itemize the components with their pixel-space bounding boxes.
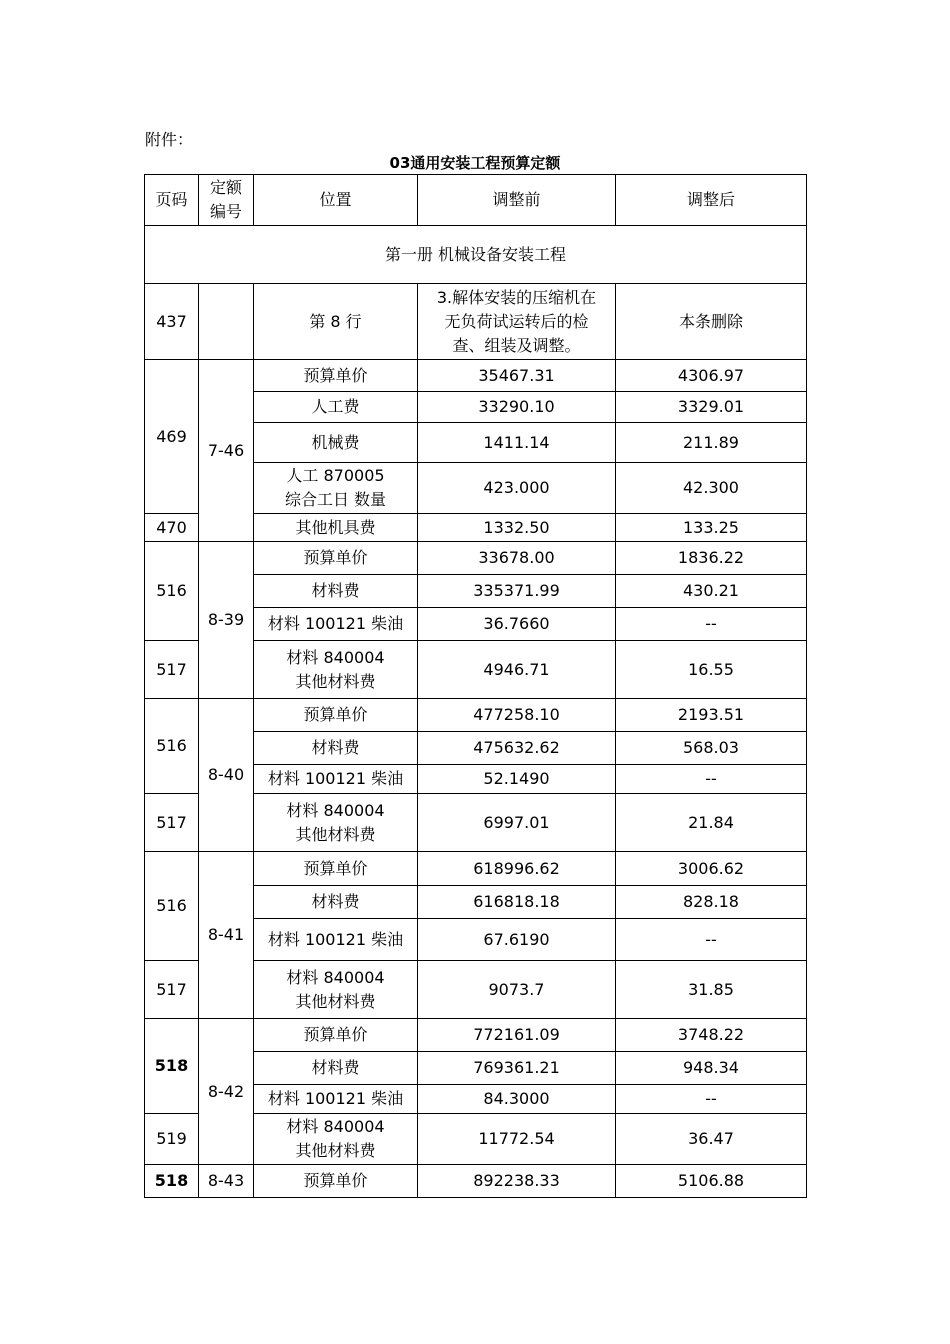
- header-after: 调整后: [616, 175, 807, 226]
- before-cell: 84.3000: [418, 1085, 616, 1114]
- after-cell: 42.300: [616, 463, 807, 514]
- before-cell: 475632.62: [418, 732, 616, 765]
- page-cell: 470: [145, 514, 199, 542]
- quota-code-cell: 8-39: [199, 542, 254, 699]
- after-cell: 3329.01: [616, 392, 807, 423]
- position-line: 材料 840004: [286, 1117, 385, 1136]
- document-title: 03通用安装工程预算定额: [389, 154, 561, 172]
- position-cell: 材料 100121 柴油: [254, 765, 418, 794]
- page-cell: 469: [145, 360, 199, 514]
- position-cell: 预算单价: [254, 542, 418, 575]
- position-cell: 材料费: [254, 575, 418, 608]
- position-cell: 其他机具费: [254, 514, 418, 542]
- after-cell: 21.84: [616, 794, 807, 852]
- after-cell: 5106.88: [616, 1165, 807, 1198]
- section-row: [145, 226, 807, 284]
- position-line: 材料 840004: [286, 800, 385, 820]
- before-cell: 9073.7: [418, 961, 616, 1019]
- quota-code-cell: 8-40: [199, 699, 254, 852]
- position-line: 其他材料费: [295, 824, 376, 844]
- before-cell: 52.1490: [418, 765, 616, 794]
- position-cell: 机械费: [254, 423, 418, 463]
- after-cell: 133.25: [616, 514, 807, 542]
- position-cell: 第 8 行: [254, 284, 418, 360]
- before-cell: 616818.18: [418, 886, 616, 919]
- after-cell: 3748.22: [616, 1019, 807, 1052]
- header-quota-code: [199, 175, 254, 226]
- quota-code-cell: 8-42: [199, 1019, 254, 1165]
- before-cell: 6997.01: [418, 794, 616, 852]
- section-title: 第一册 机械设备安装工程: [145, 226, 807, 284]
- after-cell: --: [616, 608, 807, 641]
- table-row: [145, 699, 807, 732]
- quota-adjustment-table: [144, 174, 807, 1198]
- after-cell: 568.03: [616, 732, 807, 765]
- before-line: 无负荷试运转后的检: [444, 311, 589, 331]
- position-cell: 材料费: [254, 886, 418, 919]
- position-cell: [254, 463, 418, 514]
- after-cell: 4306.97: [616, 360, 807, 392]
- after-cell: 430.21: [616, 575, 807, 608]
- attachment-label: 附件：: [145, 130, 194, 149]
- after-cell: 948.34: [616, 1052, 807, 1085]
- after-cell: 2193.51: [616, 699, 807, 732]
- before-line: 3.解体安装的压缩机在: [436, 287, 597, 307]
- page-cell: 517: [145, 961, 199, 1019]
- before-cell: 423.000: [418, 463, 616, 514]
- quota-code-cell: [199, 284, 254, 360]
- table-row: [145, 542, 807, 575]
- page-cell: 518: [145, 1019, 199, 1114]
- before-cell: 769361.21: [418, 1052, 616, 1085]
- before-cell: 4946.71: [418, 641, 616, 699]
- position-line: 综合工日 数量: [284, 490, 387, 509]
- after-cell: 1836.22: [616, 542, 807, 575]
- before-cell: 1332.50: [418, 514, 616, 542]
- after-cell: 31.85: [616, 961, 807, 1019]
- position-cell: 材料 100121 柴油: [254, 608, 418, 641]
- after-cell: 36.47: [616, 1114, 807, 1165]
- position-line: 其他材料费: [295, 671, 376, 691]
- position-cell: [254, 1114, 418, 1165]
- header-row: [145, 175, 807, 226]
- before-cell: 618996.62: [418, 852, 616, 886]
- page-cell: 518: [145, 1165, 199, 1198]
- before-cell: 1411.14: [418, 423, 616, 463]
- after-cell: 3006.62: [616, 852, 807, 886]
- before-cell: 892238.33: [418, 1165, 616, 1198]
- position-cell: [254, 961, 418, 1019]
- table-row: [145, 360, 807, 392]
- after-cell: --: [616, 765, 807, 794]
- after-cell: 211.89: [616, 423, 807, 463]
- quota-code-cell: 8-43: [199, 1165, 254, 1198]
- position-cell: 预算单价: [254, 1019, 418, 1052]
- position-line: 材料 840004: [286, 967, 385, 987]
- position-cell: 预算单价: [254, 699, 418, 732]
- header-quota-code-line2: 编号: [209, 202, 242, 221]
- position-cell: 预算单价: [254, 360, 418, 392]
- before-cell: 36.7660: [418, 608, 616, 641]
- position-cell: 材料 100121 柴油: [254, 1085, 418, 1114]
- table-row: [145, 284, 807, 360]
- header-page: 页码: [145, 175, 199, 226]
- before-cell: 35467.31: [418, 360, 616, 392]
- header-position: 位置: [254, 175, 418, 226]
- after-cell: 本条删除: [616, 284, 807, 360]
- before-line: 查、组装及调整。: [452, 335, 581, 355]
- position-cell: 人工费: [254, 392, 418, 423]
- before-cell: 33290.10: [418, 392, 616, 423]
- before-cell: [418, 284, 616, 360]
- page-cell: 519: [145, 1114, 199, 1165]
- header-quota-code-line1: 定额: [209, 178, 242, 197]
- page-cell: 516: [145, 699, 199, 794]
- table-row: [145, 852, 807, 886]
- after-cell: 16.55: [616, 641, 807, 699]
- quota-code-cell: 8-41: [199, 852, 254, 1019]
- position-line: 其他材料费: [295, 1141, 376, 1160]
- before-cell: 67.6190: [418, 919, 616, 961]
- after-cell: 828.18: [616, 886, 807, 919]
- position-cell: 预算单价: [254, 1165, 418, 1198]
- position-cell: 材料费: [254, 1052, 418, 1085]
- quota-code-cell: 7-46: [199, 360, 254, 542]
- position-cell: 材料 100121 柴油: [254, 919, 418, 961]
- position-cell: [254, 794, 418, 852]
- after-cell: --: [616, 919, 807, 961]
- position-cell: [254, 641, 418, 699]
- page-cell: 516: [145, 852, 199, 961]
- before-cell: 11772.54: [418, 1114, 616, 1165]
- page-cell: 517: [145, 641, 199, 699]
- page-cell: 517: [145, 794, 199, 852]
- page-cell: 516: [145, 542, 199, 641]
- position-cell: 材料费: [254, 732, 418, 765]
- before-cell: 335371.99: [418, 575, 616, 608]
- position-line: 材料 840004: [286, 647, 385, 667]
- after-cell: --: [616, 1085, 807, 1114]
- position-line: 其他材料费: [295, 991, 376, 1011]
- before-cell: 33678.00: [418, 542, 616, 575]
- table-row: [145, 1165, 807, 1198]
- position-cell: 预算单价: [254, 852, 418, 886]
- before-cell: 772161.09: [418, 1019, 616, 1052]
- table-row: [145, 1019, 807, 1052]
- position-line: 人工 870005: [286, 466, 385, 485]
- header-before: 调整前: [418, 175, 616, 226]
- before-cell: 477258.10: [418, 699, 616, 732]
- page-cell: 437: [145, 284, 199, 360]
